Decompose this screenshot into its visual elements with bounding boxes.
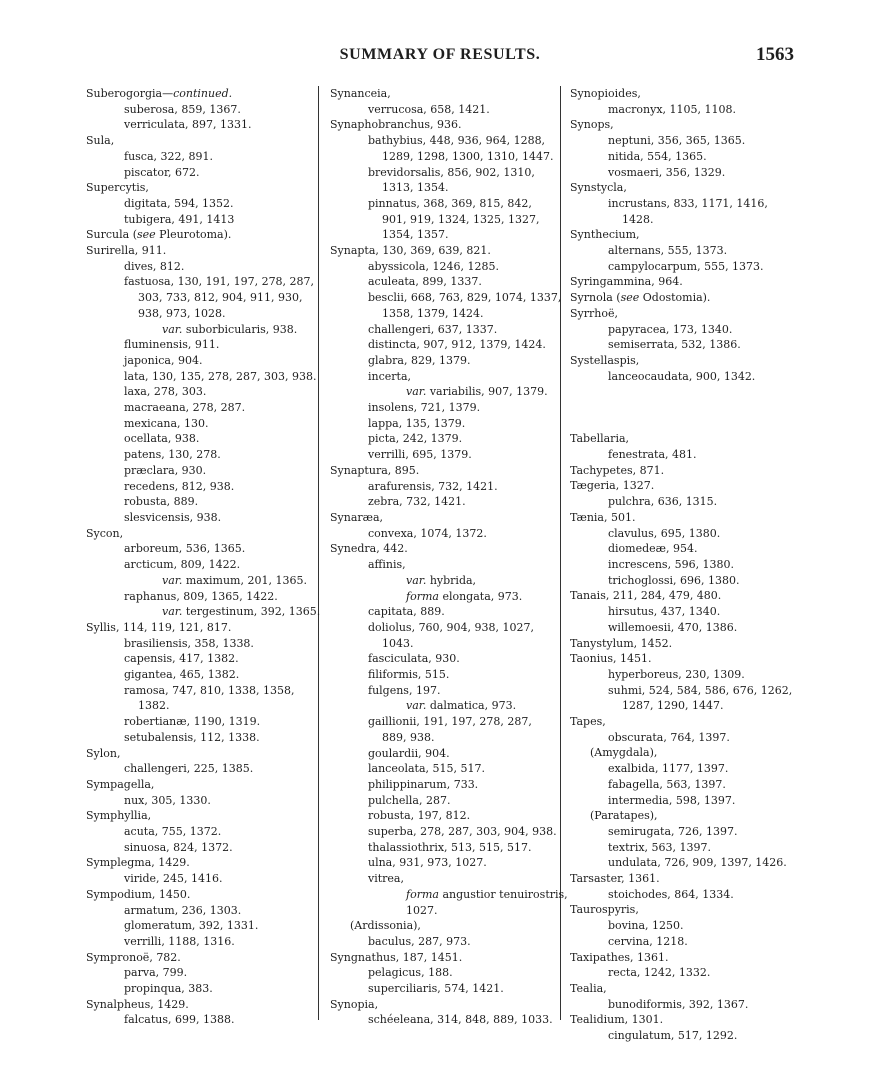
index-species-entry: forma angustior tenuirostris,: [406, 887, 568, 901]
index-species-entry: besclii, 668, 763, 829, 1074, 1337,: [368, 291, 562, 305]
index-species-entry: verrucosa, 658, 1421.: [368, 102, 490, 116]
index-species-entry: thalassiothrix, 513, 515, 517.: [368, 840, 532, 854]
index-genus-entry: Sympagella,: [86, 777, 155, 791]
index-genus-entry: Tachypetes, 871.: [570, 463, 665, 477]
index-species-entry: gaillionii, 191, 197, 278, 287,: [368, 715, 532, 729]
index-species-entry: schéeleana, 314, 848, 889, 1033.: [368, 1013, 553, 1027]
index-genus-entry: Synapta, 130, 369, 639, 821.: [330, 244, 491, 258]
index-species-entry: hirsutus, 437, 1340.: [608, 605, 721, 619]
index-species-entry: viride, 245, 1416.: [124, 872, 223, 886]
index-species-entry: 889, 938.: [382, 730, 435, 744]
index-species-entry: suberosa, 859, 1367.: [124, 102, 241, 116]
index-species-entry: var. variabilis, 907, 1379.: [406, 385, 548, 399]
index-species-entry: campylocarpum, 555, 1373.: [608, 259, 764, 273]
index-species-entry: glomeratum, 392, 1331.: [124, 919, 259, 933]
index-species-entry: tubigera, 491, 1413: [124, 212, 235, 226]
index-species-entry: var. suborbicularis, 938.: [162, 322, 298, 336]
index-genus-entry: Tænia, 501.: [570, 510, 636, 524]
index-genus-entry: Synaræa,: [330, 510, 384, 524]
index-species-entry: distincta, 907, 912, 1379, 1424.: [368, 338, 546, 352]
index-genus-entry: Tanystylum, 1452.: [570, 636, 673, 650]
index-species-entry: arboreum, 536, 1365.: [124, 542, 246, 556]
index-genus-entry: Synalpheus, 1429.: [86, 997, 189, 1011]
index-species-entry: vitrea,: [368, 872, 404, 886]
column-divider: [560, 86, 561, 1020]
index-species-entry: pulchra, 636, 1315.: [608, 495, 718, 509]
index-species-entry: dives, 812.: [124, 259, 185, 273]
index-species-entry: 1313, 1354.: [382, 181, 449, 195]
index-species-entry: præclara, 930.: [124, 463, 207, 477]
index-species-entry: challengeri, 225, 1385.: [124, 762, 254, 776]
index-species-entry: 901, 919, 1324, 1325, 1327,: [382, 212, 540, 226]
index-genus-entry: Sylon,: [86, 746, 121, 760]
index-genus-entry: Sula,: [86, 134, 115, 148]
index-species-entry: slesvicensis, 938.: [124, 510, 222, 524]
index-species-entry: recta, 1242, 1332.: [608, 966, 711, 980]
index-species-entry: forma elongata, 973.: [406, 589, 523, 603]
index-species-entry: nux, 305, 1330.: [124, 793, 211, 807]
index-species-entry: trichoglossi, 696, 1380.: [608, 573, 740, 587]
index-species-entry: zebra, 732, 1421.: [368, 495, 466, 509]
index-species-entry: macraeana, 278, 287.: [124, 401, 246, 415]
index-genus-entry: Surcula (see Pleurotoma).: [86, 228, 232, 242]
index-genus-entry: Taurospyris,: [570, 903, 639, 917]
index-species-entry: semirugata, 726, 1397.: [608, 824, 738, 838]
index-species-entry: laxa, 278, 303.: [124, 385, 207, 399]
index-species-entry: fastuosa, 130, 191, 197, 278, 287,: [124, 275, 315, 289]
index-species-entry: (Paratapes),: [590, 809, 658, 823]
index-genus-entry: Syrnola (see Odostomia).: [570, 291, 711, 305]
index-species-entry: fluminensis, 911.: [124, 338, 220, 352]
page-number: 1563: [756, 44, 794, 65]
index-species-entry: 938, 973, 1028.: [138, 306, 226, 320]
index-species-entry: 1382.: [138, 699, 170, 713]
index-species-entry: pulchella, 287.: [368, 793, 451, 807]
index-species-entry: suhmi, 524, 584, 586, 676, 1262,: [608, 683, 793, 697]
index-species-entry: (Ardissonia),: [350, 919, 421, 933]
index-genus-entry: Synthecium,: [570, 228, 640, 242]
index-species-entry: japonica, 904.: [124, 353, 203, 367]
running-header-title: SUMMARY OF RESULTS.: [339, 46, 541, 63]
index-species-entry: bathybius, 448, 936, 964, 1288,: [368, 134, 546, 148]
index-genus-entry: Taonius, 1451.: [570, 652, 652, 666]
index-species-entry: gigantea, 465, 1382.: [124, 668, 240, 682]
index-species-entry: sinuosa, 824, 1372.: [124, 840, 233, 854]
index-species-entry: cingulatum, 517, 1292.: [608, 1029, 738, 1043]
index-species-entry: lanceolata, 515, 517.: [368, 762, 485, 776]
index-species-entry: baculus, 287, 973.: [368, 934, 471, 948]
index-species-entry: acuta, 755, 1372.: [124, 825, 222, 839]
index-species-entry: incrustans, 833, 1171, 1416,: [608, 196, 768, 210]
index-species-entry: capensis, 417, 1382.: [124, 652, 239, 666]
index-species-entry: picta, 242, 1379.: [368, 432, 463, 446]
index-species-entry: fulgens, 197.: [368, 683, 441, 697]
index-genus-entry: Tealia,: [570, 981, 607, 995]
index-genus-entry: Taxipathes, 1361.: [570, 950, 669, 964]
index-species-entry: verriculata, 897, 1331.: [124, 118, 252, 132]
index-genus-entry: Synops,: [570, 118, 614, 132]
index-species-entry: doliolus, 760, 904, 938, 1027,: [368, 620, 535, 634]
index-species-entry: papyracea, 173, 1340.: [608, 322, 733, 336]
index-genus-entry: Syringammina, 964.: [570, 275, 683, 289]
index-species-entry: fusca, 322, 891.: [124, 149, 213, 163]
index-genus-entry: Syrrhoë,: [570, 306, 618, 320]
index-species-entry: recedens, 812, 938.: [124, 479, 235, 493]
index-genus-entry: Tabellaria,: [570, 432, 630, 446]
index-species-entry: var. maximum, 201, 1365.: [162, 573, 307, 587]
index-genus-entry: Tanais, 211, 284, 479, 480.: [570, 589, 722, 603]
index-species-entry: 1354, 1357.: [382, 228, 449, 242]
index-species-entry: exalbida, 1177, 1397.: [608, 762, 729, 776]
index-species-entry: hyperboreus, 230, 1309.: [608, 667, 745, 681]
index-species-entry: digitata, 594, 1352.: [124, 196, 234, 210]
index-species-entry: bovina, 1250.: [608, 919, 684, 933]
index-species-entry: 1358, 1379, 1424.: [382, 306, 484, 320]
section-gap: [570, 384, 802, 431]
index-species-entry: verrilli, 1188, 1316.: [124, 934, 235, 948]
index-genus-entry: Syngnathus, 187, 1451.: [330, 950, 463, 964]
index-species-entry: nitida, 554, 1365.: [608, 149, 707, 163]
index-species-entry: capitata, 889.: [368, 605, 445, 619]
index-species-entry: lata, 130, 135, 278, 287, 303, 938.: [124, 369, 317, 383]
index-species-entry: ocellata, 938.: [124, 432, 200, 446]
index-species-entry: brasiliensis, 358, 1338.: [124, 636, 254, 650]
index-genus-entry: Sympronoë, 782.: [86, 950, 181, 964]
index-species-entry: superba, 278, 287, 303, 904, 938.: [368, 825, 557, 839]
index-genus-entry: Tarsaster, 1361.: [570, 872, 660, 886]
index-species-entry: affinis,: [368, 558, 406, 572]
index-species-entry: fenestrata, 481.: [608, 448, 697, 462]
index-species-entry: propinqua, 383.: [124, 982, 213, 996]
index-species-entry: diomedeæ, 954.: [608, 542, 698, 556]
index-genus-entry: Syllis, 114, 119, 121, 817.: [86, 620, 232, 634]
index-species-entry: alternans, 555, 1373.: [608, 244, 728, 258]
index-genus-entry: Synanceia,: [330, 87, 391, 100]
index-genus-entry: Sympodium, 1450.: [86, 887, 191, 901]
index-species-entry: clavulus, 695, 1380.: [608, 526, 721, 540]
index-genus-entry: Synstycla,: [570, 181, 627, 195]
index-species-entry: raphanus, 809, 1365, 1422.: [124, 589, 278, 603]
index-genus-entry: Symphyllia,: [86, 809, 152, 823]
index-species-entry: semiserrata, 532, 1386.: [608, 338, 741, 352]
index-species-entry: neptuni, 356, 365, 1365.: [608, 134, 746, 148]
index-species-entry: vosmaeri, 356, 1329.: [608, 165, 726, 179]
index-species-entry: ulna, 931, 973, 1027.: [368, 856, 487, 870]
index-species-entry: verrilli, 695, 1379.: [368, 448, 472, 462]
index-species-entry: (Amygdala),: [590, 746, 658, 760]
index-column-2: [330, 86, 568, 1028]
column-divider: [318, 86, 319, 1020]
index-species-entry: convexa, 1074, 1372.: [368, 526, 487, 540]
index-species-entry: 303, 733, 812, 904, 911, 930,: [138, 291, 303, 305]
index-genus-entry: Surirella, 911.: [86, 244, 167, 258]
index-species-entry: 1428.: [622, 212, 654, 226]
index-species-entry: glabra, 829, 1379.: [368, 353, 471, 367]
index-species-entry: lanceocaudata, 900, 1342.: [608, 369, 756, 383]
index-species-entry: goulardii, 904.: [368, 746, 450, 760]
index-species-entry: bunodiformis, 392, 1367.: [608, 997, 749, 1011]
index-species-entry: superciliaris, 574, 1421.: [368, 982, 504, 996]
index-species-entry: robusta, 889.: [124, 495, 199, 509]
index-genus-entry: Suberogorgia—continued.: [86, 87, 233, 100]
index-species-entry: robusta, 197, 812.: [368, 809, 471, 823]
index-species-entry: piscator, 672.: [124, 165, 200, 179]
index-species-entry: robertianæ, 1190, 1319.: [124, 715, 261, 729]
index-genus-entry: Synedra, 442.: [330, 542, 408, 556]
index-species-entry: fabagella, 563, 1397.: [608, 777, 726, 791]
index-species-entry: 1043.: [382, 636, 414, 650]
index-species-entry: var. dalmatica, 973.: [406, 699, 517, 713]
index-species-entry: pelagicus, 188.: [368, 966, 453, 980]
index-species-entry: ramosa, 747, 810, 1338, 1358,: [124, 683, 295, 697]
index-genus-entry: Synopioides,: [570, 87, 641, 100]
index-species-entry: arafurensis, 732, 1421.: [368, 479, 498, 493]
index-species-entry: intermedia, 598, 1397.: [608, 793, 736, 807]
index-species-entry: falcatus, 699, 1388.: [124, 1013, 235, 1027]
index-species-entry: obscurata, 764, 1397.: [608, 730, 730, 744]
index-genus-entry: Synaptura, 895.: [330, 463, 420, 477]
index-species-entry: mexicana, 130.: [124, 416, 209, 430]
index-species-entry: brevidorsalis, 856, 902, 1310,: [368, 165, 535, 179]
index-species-entry: 1287, 1290, 1447.: [622, 699, 724, 713]
index-genus-entry: Tealidium, 1301.: [570, 1013, 664, 1027]
index-column-1: [86, 86, 321, 1028]
index-species-entry: increscens, 596, 1380.: [608, 557, 735, 571]
index-species-entry: cervina, 1218.: [608, 934, 688, 948]
index-species-entry: insolens, 721, 1379.: [368, 401, 481, 415]
index-column-3: [570, 86, 802, 1044]
index-species-entry: var. hybrida,: [406, 573, 477, 587]
index-genus-entry: Tapes,: [570, 715, 606, 729]
index-species-entry: patens, 130, 278.: [124, 448, 221, 462]
index-genus-entry: Symplegma, 1429.: [86, 856, 190, 870]
index-genus-entry: Synaphobranchus, 936.: [330, 118, 462, 132]
index-species-entry: pinnatus, 368, 369, 815, 842,: [368, 196, 532, 210]
index-species-entry: textrix, 563, 1397.: [608, 840, 712, 854]
index-genus-entry: Tægeria, 1327.: [570, 479, 655, 493]
index-species-entry: aculeata, 899, 1337.: [368, 275, 482, 289]
index-species-entry: armatum, 236, 1303.: [124, 903, 242, 917]
index-species-entry: undulata, 726, 909, 1397, 1426.: [608, 856, 787, 870]
index-species-entry: challengeri, 637, 1337.: [368, 322, 498, 336]
index-species-entry: 1289, 1298, 1300, 1310, 1447.: [382, 149, 554, 163]
index-species-entry: philippinarum, 733.: [368, 777, 479, 791]
index-species-entry: arcticum, 809, 1422.: [124, 558, 241, 572]
index-species-entry: stoichodes, 864, 1334.: [608, 887, 734, 901]
index-species-entry: var. tergestinum, 392, 1365.: [162, 605, 321, 619]
index-species-entry: incerta,: [368, 369, 412, 383]
index-species-entry: willemoesii, 470, 1386.: [608, 620, 738, 634]
index-genus-entry: Supercytis,: [86, 181, 149, 195]
index-species-entry: 1027.: [406, 903, 438, 917]
index-species-entry: abyssicola, 1246, 1285.: [368, 259, 499, 273]
index-genus-entry: Synopia,: [330, 997, 379, 1011]
index-species-entry: setubalensis, 112, 1338.: [124, 730, 260, 744]
index-genus-entry: Sycon,: [86, 526, 124, 540]
index-genus-entry: Systellaspis,: [570, 353, 640, 367]
index-species-entry: fasciculata, 930.: [368, 652, 460, 666]
index-species-entry: filiformis, 515.: [368, 668, 450, 682]
index-species-entry: lappa, 135, 1379.: [368, 416, 466, 430]
index-species-entry: macronyx, 1105, 1108.: [608, 102, 737, 116]
index-species-entry: parva, 799.: [124, 966, 188, 980]
